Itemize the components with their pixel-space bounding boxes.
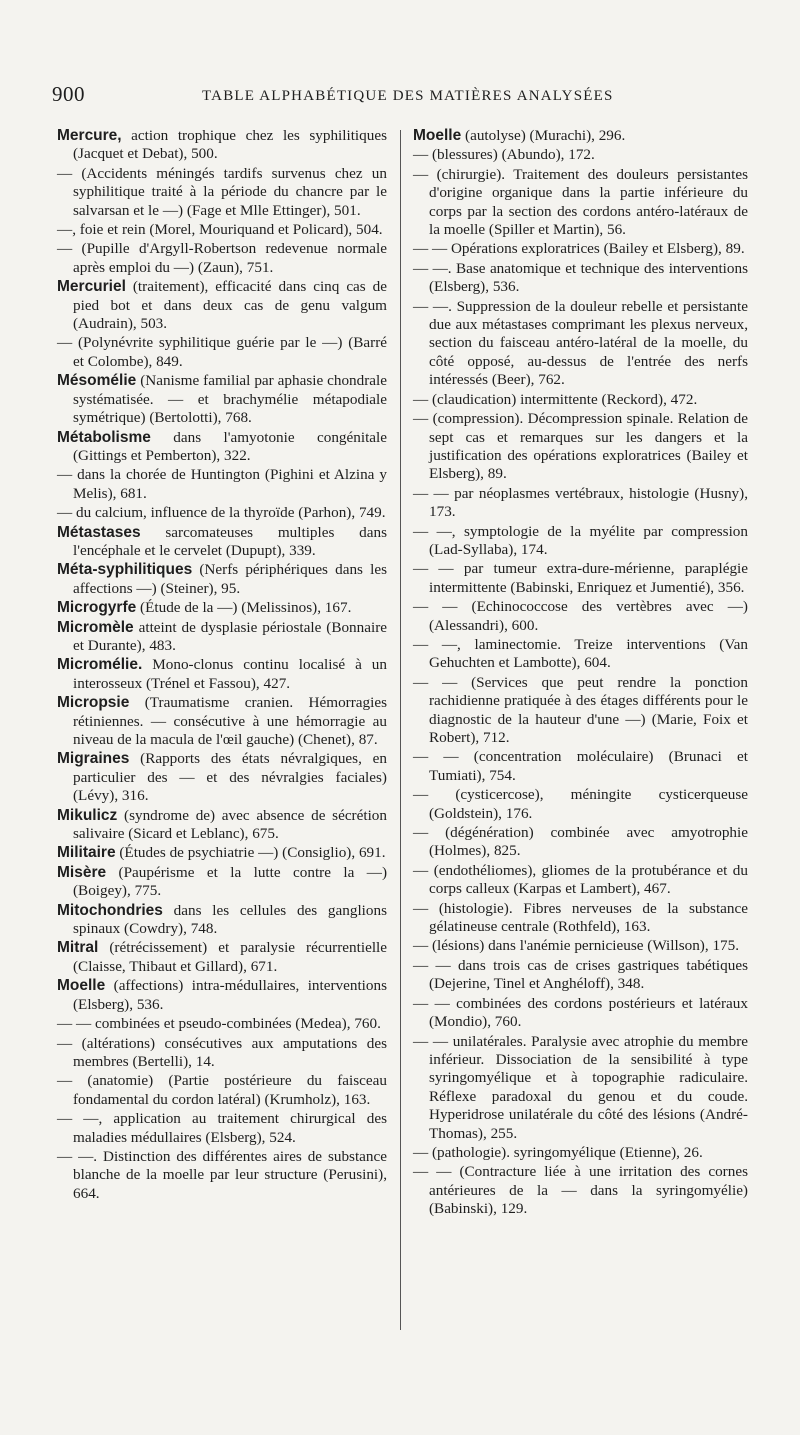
index-entry [413,957,748,994]
entry-text: (Rapports des états névralgiques, en particulier des — et des névralgies faciales) (Lévy), 316. [73,750,387,805]
entry-text: —, foie et rein (Morel, Mouriquand et Policard), 504. [57,221,383,239]
entry-heading: Mercuriel [57,278,126,296]
index-entry [57,524,387,561]
entry-text: Mono-clonus continu localisé à un interosseux (Trénel et Fassou), 427. [73,656,387,692]
index-entry [57,807,387,844]
index-entry [57,1035,387,1072]
entry-text: — du calcium, influence de la thyroïde (Parhon), 749. [57,504,386,522]
entry-text: — (compression). Décompression spinale. Relation de sept cas et remarques sur les dangers et la justification des opérations exploratrices (Bailey et Elsberg), 89. [413,410,748,483]
entry-text: dans l'amyotonie congénitale (Gittings et Pemberton), 322. [73,428,387,464]
index-entry [57,221,387,239]
entry-heading: Mitochondries [57,901,163,919]
entry-text: — — combinées des cordons postérieurs et latéraux (Mondio), 760. [413,994,748,1031]
entry-text: (Nerfs périphériques dans les affections —) (Steiner), 95. [73,561,387,597]
entry-text: sarcomateuses multiples dans l'encéphale et le cervelet (Dupupt), 339. [73,523,387,559]
entry-text: (rétrécissement) et paralysie récurrentielle (Claisse, Thibaut et Gillard), 671. [73,939,387,975]
entry-text: — (Pupille d'Argyll-Robertson redevenue normale après emploi du —) (Zaun), 751. [57,240,387,276]
entry-text: — (endothéliomes), gliomes de la protubérance et du corps calleux (Karpas et Lambert), 467. [413,861,748,898]
index-entry [413,636,748,673]
entry-text: — —. Distinction des différentes aires de substance blanche de la moelle par leur structure (Perusini), 664. [57,1147,387,1202]
index-entry [413,1033,748,1143]
entry-text: action trophique chez les syphilitiques (Jacquet et Debat), 500. [73,127,387,163]
index-entry [413,1163,748,1218]
index-entry [57,694,387,749]
entry-heading: Microgyrfe [57,599,137,617]
entry-text: — (blessures) (Abundo), 172. [413,146,595,164]
index-entry [57,977,387,1014]
index-entry [413,166,748,240]
index-entry [413,391,748,409]
entry-text: (Études de psychiatrie —) (Consiglio), 691. [115,844,386,862]
index-entry [57,165,387,220]
entry-heading: Moelle [413,127,462,144]
index-entry [57,599,387,617]
index-entry [413,995,748,1032]
entry-heading: Micromélie. [57,656,143,674]
index-entry [57,619,387,656]
index-entry [57,466,387,503]
entry-heading: Méta-syphilitiques [57,561,193,579]
index-entry [413,410,748,484]
entry-heading: Métabolisme [57,428,151,446]
entry-heading: Mitral [57,939,99,957]
entry-text: atteint de dysplasie périostale (Bonnaire et Durante), 483. [73,618,387,654]
entry-text: — dans la chorée de Huntington (Pighini et Alzina y Melis), 681. [57,466,387,502]
entry-text: — (chirurgie). Traitement des douleurs persistantes d'origine organique dans la partie inférieure du corps par la section des cordons antéro-latéraux de la moelle (Spiller et Martin), 56. [413,165,748,239]
entry-text: (syndrome de) avec absence de sécrétion salivaire (Sicard et Leblanc), 675. [73,806,387,843]
index-entry [413,1144,748,1162]
right-column [413,127,748,1220]
entry-text: (Nanisme familial par aphasie chondrale systématisée. — et brachymélie métapodiale symétrique) (Bertolotti), 768. [73,372,387,427]
entry-text: — (anatomie) (Partie postérieure du faisceau fondamental du cordon latéral) (Krumholz), 163. [57,1072,387,1108]
entry-text: — — (Echinococcose des vertèbres avec —) (Alessandri), 600. [413,598,748,634]
index-entry [413,523,748,560]
index-entry [57,844,387,862]
index-entry [413,937,748,955]
entry-heading: Micropsie [57,694,130,712]
index-entry [57,864,387,901]
entry-text: — (claudication) intermittente (Reckord), 472. [413,390,698,408]
index-entry [413,862,748,899]
entry-text: — (Polynévrite syphilitique guérie par le —) (Barré et Colombe), 849. [57,334,387,370]
entry-text: — — (Contracture liée à une irritation des cornes antérieures de la — dans la syringomyélie) (Babinski), 129. [413,1163,748,1218]
entry-heading: Mercure, [57,127,122,144]
index-entry [57,902,387,939]
index-entry [413,298,748,390]
entry-text: — —. Suppression de la douleur rebelle et persistante due aux métastases comprimant les plexus nerveux, section du faisceau antéro-latéral de la moelle, du côté opposé, au-dessus de l'entrée des nerfs intéressés (Beer), 762. [413,297,748,389]
entry-text: (affections) intra-médullaires, interventions (Elsberg), 536. [73,977,387,1013]
entry-text: — (dégénération) combinée avec amyotrophie (Holmes), 825. [413,824,748,860]
index-entry [413,786,748,823]
entry-text: — (pathologie). syringomyélique (Etienne), 26. [413,1143,703,1161]
column-divider [400,130,401,1330]
index-entry [413,127,748,145]
entry-text: — — (concentration moléculaire) (Brunaci et Tumiati), 754. [413,748,748,784]
entry-heading: Mikulicz [57,806,118,824]
index-entry [413,824,748,861]
entry-text: — —. Base anatomique et technique des interventions (Elsberg), 536. [413,259,748,296]
entry-text: — — (Services que peut rendre la ponction rachidienne pratiquée à des étages différents pour le diagnostic de la hauteur d'une —) (Marie, Foix et Robert), 712. [413,673,748,746]
entry-text: (Étude de la —) (Melissinos), 167. [136,599,352,617]
entry-heading: Migraines [57,750,130,768]
index-entry [57,504,387,522]
index-entry [57,1110,387,1147]
entry-text: — (histologie). Fibres nerveuses de la substance gélatineuse centrale (Rothfeld), 163. [413,899,748,936]
entry-text: — — combinées et pseudo-combinées (Medea), 760. [57,1015,381,1033]
index-entry [413,560,748,597]
entry-heading: Militaire [57,844,116,862]
entry-text: (Traumatisme cranien. Hémorragies rétiniennes. — consécutive à une hémorragie au niveau de la macula de l'œil gauche) (Chenet), 87. [73,694,387,748]
index-entry [57,561,387,598]
index-entry [57,1015,387,1033]
left-column [57,127,387,1204]
running-head: TABLE ALPHABÉTIQUE DES MATIÈRES ANALYSÉES [202,88,614,104]
index-entry [57,1148,387,1203]
index-entry [57,334,387,371]
index-entry [413,674,748,748]
entry-text: — — par néoplasmes vertébraux, histologie (Husny), 173. [413,484,748,521]
index-entry [57,429,387,466]
entry-text: — (lésions) dans l'anémie pernicieuse (Willson), 175. [413,937,740,955]
index-entry [57,372,387,427]
entry-text: — (cysticercose), méningite cysticerqueuse (Goldstein), 176. [413,786,748,822]
entry-text: (Paupérisme et la lutte contre la —) (Boigey), 775. [73,863,387,900]
index-entry [57,127,387,164]
index-entry [57,939,387,976]
index-entry [57,278,387,333]
index-entry [413,900,748,937]
entry-text: — —, laminectomie. Treize interventions (Van Gehuchten et Lambotte), 604. [413,635,748,672]
entry-text: (traitement), efficacité dans cinq cas de pied bot et dans deux cas de genu valgum (Audrain), 503. [73,278,387,333]
entry-text: — (altérations) consécutives aux amputations des membres (Bertelli), 14. [57,1034,387,1070]
entry-heading: Moelle [57,977,106,995]
entry-heading: Micromèle [57,618,134,636]
entry-text: dans les cellules des ganglions spinaux (Cowdry), 748. [73,901,387,938]
entry-heading: Métastases [57,523,141,541]
index-entry [413,748,748,785]
index-entry [57,750,387,805]
index-entry [57,240,387,277]
entry-text: — (Accidents méningés tardifs survenus chez un syphilitique traité à la période du chancre par le salvarsan et le —) (Fage et Mlle Ettinger), 501. [57,164,387,219]
index-entry [413,598,748,635]
index-entry [57,1072,387,1109]
index-entry [413,260,748,297]
entry-text: — — par tumeur extra-dure-mérienne, paraplégie intermittente (Babinski, Enriquez et Jumentié), 356. [413,560,748,596]
page-number: 900 [52,82,85,106]
entry-text: — — unilatérales. Paralysie avec atrophie du membre inférieur. Dissociation de la sensibilité à type syringomyélique et à topographie radiculaire. Réflexe paradoxal du genou et du coude. Hyperidrose unilatérale du côté des lésions (André-Thomas), 255. [413,1032,748,1142]
entry-text: — — dans trois cas de crises gastriques tabétiques (Dejerine, Tinel et Anghéloff), 348. [413,956,748,993]
index-entry [57,656,387,693]
entry-text: (autolyse) (Murachi), 296. [461,127,626,144]
index-entry [413,240,748,258]
entry-heading: Mésomélie [57,372,137,390]
index-entry [413,485,748,522]
entry-text: — —, symptologie de la myélite par compression (Lad-Syllaba), 174. [413,522,748,558]
entry-text: — — Opérations exploratrices (Bailey et Elsberg), 89. [413,240,745,258]
entry-heading: Misère [57,863,107,881]
index-entry [413,146,748,164]
entry-text: — —, application au traitement chirurgical des maladies médullaires (Elsberg), 524. [57,1110,387,1146]
